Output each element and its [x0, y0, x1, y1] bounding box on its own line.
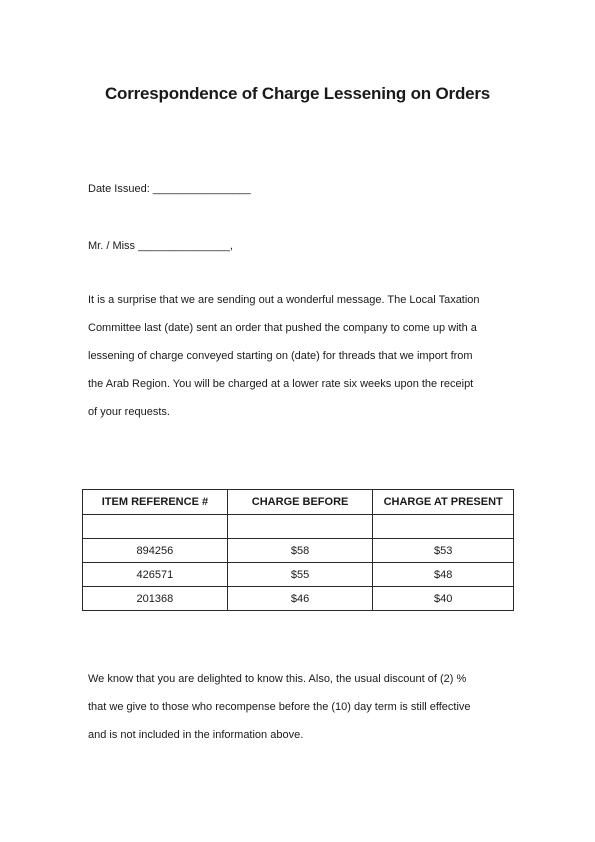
- table-cell: $55: [227, 563, 373, 587]
- table-row: [83, 587, 514, 611]
- table-cell: [83, 515, 228, 539]
- paragraph-line: of your requests.: [88, 406, 170, 418]
- paragraph-line: that we give to those who recompense before the (10) day term is still effective: [88, 701, 471, 713]
- table-cell: $48: [373, 563, 514, 587]
- table-cell: 426571: [83, 563, 228, 587]
- table-row: [83, 539, 514, 563]
- table-row: [83, 515, 514, 539]
- table-cell: 894256: [83, 539, 228, 563]
- document-title: Correspondence of Charge Lessening on Orders: [104, 84, 491, 103]
- closing-paragraph: [88, 672, 528, 756]
- table-cell: 201368: [83, 587, 228, 611]
- paragraph-line: and is not included in the information above.: [88, 729, 304, 741]
- salutation-line: Mr. / Miss _______________,: [88, 240, 233, 252]
- paragraph-line: Committee last (date) sent an order that pushed the company to come up with a: [88, 322, 477, 334]
- table-cell: $46: [227, 587, 373, 611]
- intro-paragraph: [88, 293, 528, 433]
- paragraph-line: the Arab Region. You will be charged at a lower rate six weeks upon the receipt: [88, 378, 474, 390]
- table-cell: $58: [227, 539, 373, 563]
- table-header-row: [83, 490, 514, 515]
- table-cell: $40: [373, 587, 514, 611]
- charge-table: [82, 489, 514, 611]
- table-cell: [373, 515, 514, 539]
- table-row: [83, 563, 514, 587]
- date-issued-line: Date Issued: ________________: [88, 183, 251, 195]
- table-cell: $53: [373, 539, 514, 563]
- paragraph-line: It is a surprise that we are sending out a wonderful message. The Local Taxation: [88, 294, 480, 306]
- column-header-charge-before: CHARGE BEFORE: [227, 490, 373, 515]
- paragraph-line: We know that you are delighted to know this. Also, the usual discount of (2) %: [88, 673, 467, 685]
- table-cell: [227, 515, 373, 539]
- paragraph-line: lessening of charge conveyed starting on (date) for threads that we import from: [88, 350, 473, 362]
- column-header-charge-at-present: CHARGE AT PRESENT: [373, 490, 514, 515]
- column-header-item-reference: ITEM REFERENCE #: [83, 490, 228, 515]
